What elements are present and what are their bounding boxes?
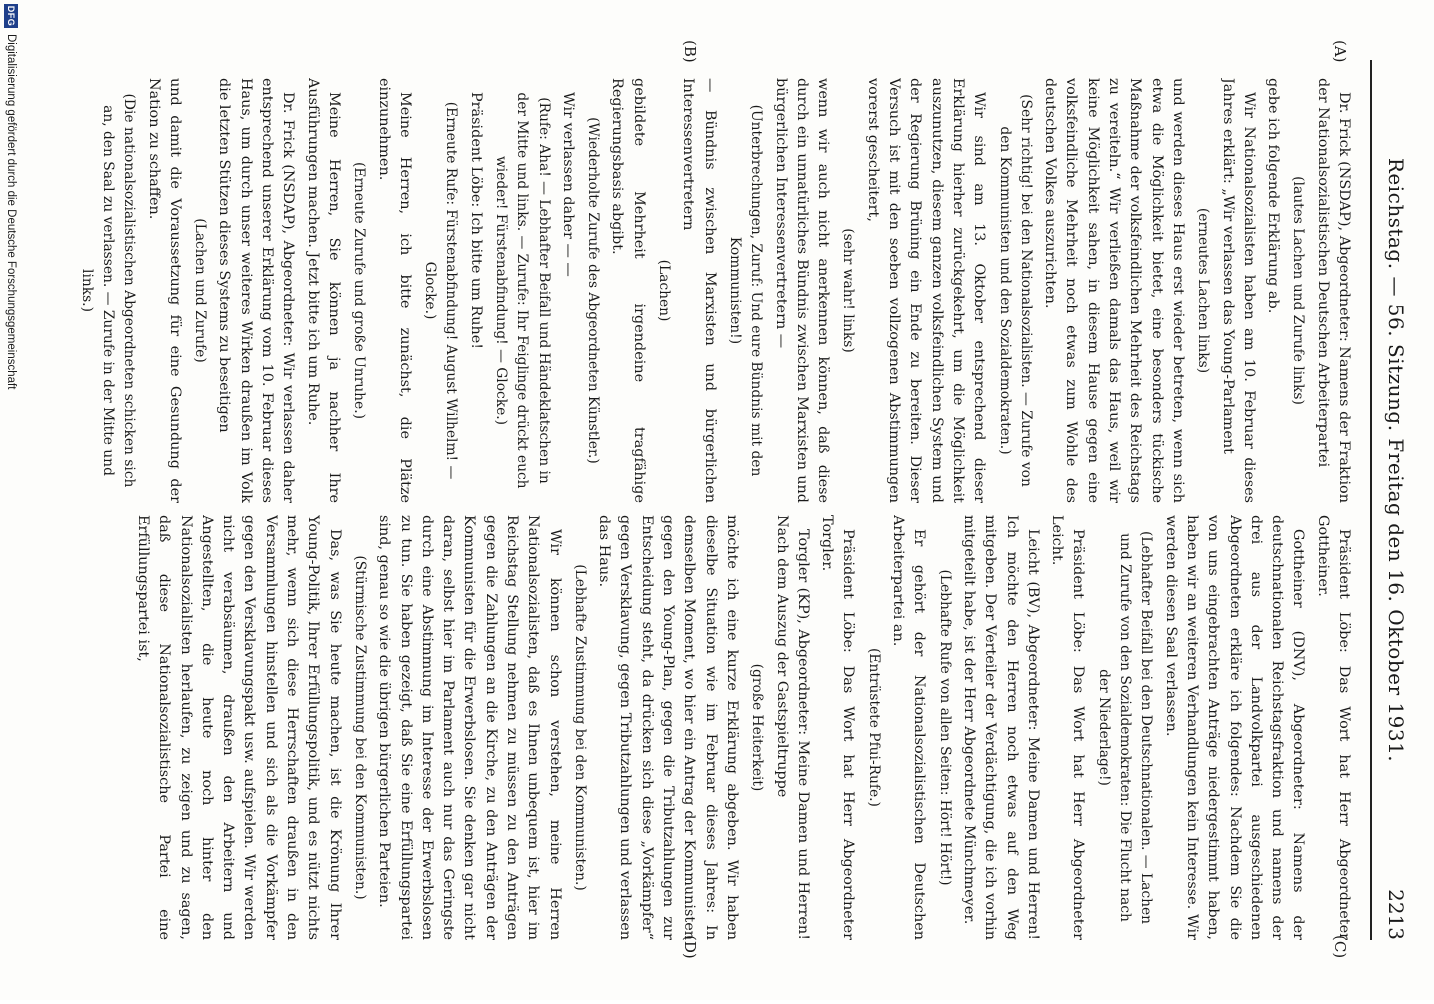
paragraph: Torgler (KP), Abgeordneter: Meine Damen und Herren! Nach dem Auszug der Gastspieltruppe [773, 515, 811, 940]
paragraph: Wir können schon verstehen, meine Herren Nationalsozialisten, daß es Ihnen unbequem ist, hier im Reichstag Stellung nehmen zu müssen zu den Anträgen gegen die Zahlungen an die Kirche, zu den Anträgen der Kommunisten für die Erwerbslosen. Sie denken gar nicht daran, selbst hier im Parlament auch nur das Geringste durch eine Abstimmung im Interesse der Erwerbslosen zu tun. Sie haben gezeigt, daß Sie eine Erfüllungspartei sind, genau so wie die übrigen bürgerlichen Parteien. [376, 515, 563, 940]
margin-mark-a: (A) [1331, 40, 1349, 63]
margin-mark-c: (C) [1331, 935, 1349, 959]
paragraph: Präsident Löbe: Ich bitte um Ruhe! [467, 92, 484, 350]
stage-direction: (große Heiterkeit) [749, 663, 766, 792]
stage-direction: (Stürmische Zustimmung bei den Kommunisten.) [351, 555, 368, 900]
paragraph: Meine Herren, Sie können ja nachher Ihre Ausführungen machen. Jetzt bitte ich um Ruhe. [304, 78, 342, 503]
dfg-logo: DFG [6, 5, 16, 27]
stage-direction: (Lachen und Zurufe) [192, 218, 209, 363]
margin-mark-d: (D) [681, 935, 699, 959]
stage-direction: (Lebhafter Beifall bei den Deutschnationalen. — Lachen und Zurufe von den Sozialdemokraten: Die Flucht nach der Niederlage!) [1095, 530, 1155, 925]
paragraph: Wir verlassen daher — — [559, 92, 576, 277]
stage-direction: (Rufe: Aha! — Lebhafter Beifall und Händeklatschen in der Mitte und links. — Zurufe: Ihr Feiglinge drückt euch wieder! Fürstenabfindung! — Glocke.) [493, 92, 552, 489]
paragraph: gebe ich folgende Erklärung ab. [1265, 78, 1282, 314]
left-text-column [60, 78, 1354, 503]
stage-direction: (erneutes Lachen links) [1195, 207, 1212, 374]
stage-direction: (Erneute Zurufe und große Unruhe.) [351, 162, 368, 419]
paragraph: Präsident Löbe: Das Wort hat Herr Abgeordneter Torgler. [819, 515, 857, 940]
stage-direction: (Lachen) [656, 259, 673, 322]
paragraph: Dr. Frick (NSDAP), Abgeordneter: Namens der Fraktion der Nationalsozialistischen Deutschen Arbeiterpartei [1314, 78, 1352, 503]
paragraph: Präsident Löbe: Das Wort hat Herr Abgeordneter Leicht. [1049, 515, 1087, 940]
page-header [1370, 60, 1412, 940]
paragraph: möchte ich eine kurze Erklärung abgeben. Wir haben dieselbe Situation wie im Februar dieses Jahres: In demselben Moment, wo hier ein Antrag der Kommunisten gegen den Young-Plan, gegen die Tributzahlungen zur Entscheidung steht, da drücken sich diese „Vorkämpfer“ gegen Versklavung, gegen Tributzahlungen und verlassen das Haus. [596, 515, 740, 940]
page-number: 2213 [1384, 889, 1408, 940]
stage-direction: (Lebhafte Zustimmung bei den Kommunisten.) [571, 564, 588, 891]
right-text-column [60, 515, 1354, 940]
stage-direction: (Die nationalsozialistischen Abgeordneten schicken sich an, den Saal zu verlassen. — Zurufe in der Mitte und links.) [78, 93, 138, 488]
margin-mark-b: (B) [681, 40, 699, 63]
paragraph: und werden dieses Haus erst wieder betreten, wenn sich etwa die Möglichkeit bietet, eine besonders tückische Maßnahme der volksfeindlichen Mehrheit des Reichstags zu vereiteln.“ Wir verließen damals das Haus, weil wir keine Möglichkeit sahen, in diesem Hause gegen eine volksfeindliche Mehrheit noch etwas zum Wohle des deutschen Volkes auszurichten. [1042, 78, 1186, 503]
paragraph: Das, was Sie heute machen, ist die Krönung Ihrer Young-Politik, Ihrer Erfüllungspolitik, und es nützt nichts mehr, wenn sich diese Herrschaften draußen in den Versammlungen hinstellen und sich als die Vorkämpfer gegen den Versklavungspakt usw. aufspielen. Wir werden nicht verabsäumen, draußen den Arbeitern und Angestellten, die heute noch hinter den Nationalsozialisten herlaufen, zu zeigen und zu sagen, daß diese Nationalsozialistische Partei eine Erfüllungspartei ist, [134, 515, 343, 940]
paragraph: gebildete Mehrheit irgendeine tragfähige Regierungsbasis abgibt. [609, 78, 647, 503]
stage-direction: (Unterbrechungen, Zuruf: Und eure Bündnis mit den Kommunisten!) [726, 104, 765, 477]
stage-direction: (Wiederholte Zurufe des Abgeordneten Künstler.) [585, 117, 602, 464]
paragraph: und damit die Voraussetzung für eine Gesundung der Nation zu schaffen. [145, 78, 183, 503]
stage-direction: (Entrüstete Pfui-Rufe.) [865, 648, 882, 807]
stage-direction: (Sehr richtig! bei den Nationalsozialisten. — Zurufe von den Kommunisten und den Sozialdemokraten.) [996, 94, 1034, 487]
paragraph: Leicht (BV), Abgeordneter: Meine Damen und Herren! Ich möchte den Herren noch etwas auf den Weg mitgeben. Der Verteiler der Verdächtigung, die ich vorhin mitgeteilt habe, ist der Herr Abgeordnete Münchmeyer. [960, 515, 1041, 940]
footer-credit: Digitalisierung gefördert durch die Deutsche Forschungsgemeinschaft [5, 34, 17, 390]
paragraph: Wir Nationalsozialisten haben am 10. Februar dieses Jahres erklärt: „Wir verlassen das Young-Parlament [1219, 78, 1257, 503]
paragraph: Er gehört der Nationalsozialistischen Deutschen Arbeiterpartei an. [890, 515, 928, 940]
paragraph: Dr. Frick (NSDAP), Abgeordneter: Wir verlassen daher entsprechend unserer Erklärung vom 10. Februar dieses Haus, um durch unser weiteres Wirken draußen im Volk die letzten Stützen dieses Systems zu beseitigen [216, 78, 297, 503]
paragraph: Wir sind am 13. Oktober entsprechend dieser Erklärung hierher zurückgekehrt, um die Möglichkeit auszunutzen, diesem ganzen volksfeindlichen System und der Regierung Brüning ein Ende zu bereiten. Dieser Versuch ist mit den soeben vollzogenen Abstimmungen vorerst gescheitert, [864, 78, 988, 503]
paragraph: wenn wir auch nicht anerkennen können, daß diese durch ein unnatürliches Bündnis zwischen Marxisten und bürgerlichen Interessenvertretern — [772, 78, 832, 503]
page-footer [0, 0, 22, 1004]
stage-direction: (Lebhafte Rufe von allen Seiten: Hört! Hört!) [936, 569, 953, 886]
header-title: Reichstag. — 56. Sitzung. Freitag den 16. Oktober 1931. [1384, 157, 1408, 763]
paragraph: — Bündnis zwischen Marxisten und bürgerlichen Interessenvertretern [680, 78, 718, 503]
paragraph: Präsident Löbe: Das Wort hat Herr Abgeordneter Gottheiner. [1314, 515, 1352, 940]
stage-direction: (Erneute Rufe: Fürstenabfindung! August Wilhelm! — Glocke.) [422, 101, 460, 480]
stage-direction: (lautes Lachen und Zurufe links) [1290, 176, 1307, 405]
paragraph: Meine Herren, ich bitte zunächst, die Plätze einzunehmen. [375, 78, 413, 503]
paragraph: Gottheiner (DNV), Abgeordneter: Namens der deutschnationalen Reichstagsfraktion und namens der drei aus der Landvolkpartei ausgeschiedenen Abgeordneten erkläre ich folgendes: Nachdem Sie die von uns eingebrachten Anträge niedergestimmt haben, haben wir an weiteren Verhandlungen kein Interesse. Wir werden diesen Saal verlassen. [1162, 515, 1307, 940]
stage-direction: (sehr wahr! links) [840, 228, 857, 353]
